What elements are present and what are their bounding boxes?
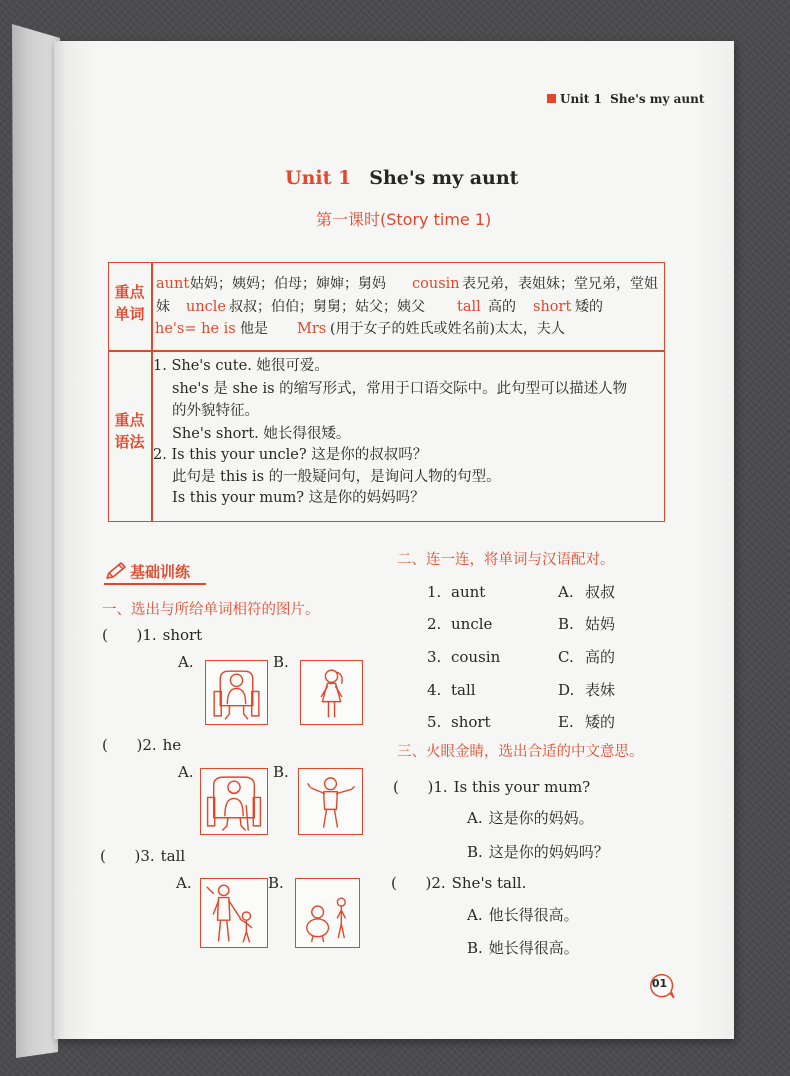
option-label: A. — [176, 874, 192, 892]
vocab-meaning: 表兄弟，表姐妹；堂兄弟，堂姐 — [462, 276, 658, 292]
page-number-badge — [646, 971, 676, 1001]
option-text: 她长得很高。 — [488, 939, 579, 957]
match-meaning: 叔叔 — [585, 583, 616, 601]
part1-heading: 一、选出与所给单词相符的图片。 — [102, 602, 320, 618]
girl-with-ponytail-picture — [300, 660, 363, 725]
grammar-line: 此句是 this is 的一般疑问句，是询问人物的句型。 — [172, 469, 501, 485]
question-row — [391, 873, 526, 893]
question-row — [393, 777, 590, 797]
key-words-label: 重点 — [114, 283, 145, 301]
grammar-line: She's short. 她长得很矮。 — [172, 426, 351, 442]
vocab-meaning: 妹 — [156, 299, 170, 315]
section-badge: 基础训练 — [130, 563, 191, 581]
match-word: short — [451, 713, 491, 731]
answer-blank: ( ) — [100, 847, 141, 865]
question-row — [100, 846, 185, 866]
question-number: 1. — [142, 626, 157, 644]
match-meaning: 高的 — [585, 648, 616, 666]
match-number: 5. — [427, 713, 442, 731]
match-letter: D. — [558, 681, 575, 699]
grammar-line: 2. Is this your uncle? 这是你的叔叔吗？ — [153, 447, 428, 463]
vocab-meaning: 高的 — [488, 299, 516, 315]
grammar-line: she's 是 she is 的缩写形式，常用于口语交际中。此句型可以描述人物 — [172, 381, 628, 397]
option-text: 这是你的妈妈吗？ — [488, 843, 609, 861]
answer-option — [467, 808, 594, 828]
question-prompt: Is this your mum? — [453, 778, 591, 796]
option-label: A. — [178, 653, 194, 671]
option-letter: A. — [467, 906, 483, 924]
grammar-line: 1. She's cute. 她很可爱。 — [153, 358, 329, 374]
vocab-word: he's= he is — [155, 321, 236, 337]
option-text: 他长得很高。 — [488, 906, 579, 924]
match-word: cousin — [451, 648, 501, 666]
option-label: B. — [268, 874, 284, 892]
option-label: B. — [273, 763, 289, 781]
answer-option — [467, 938, 579, 958]
match-number: 4. — [427, 681, 442, 699]
match-word: aunt — [451, 583, 486, 601]
question-word: short — [162, 626, 203, 644]
grammar-line: 的外貌特征。 — [172, 403, 259, 419]
question-row — [102, 625, 202, 645]
answer-blank: ( ) — [391, 874, 432, 892]
vocab-line — [0, 297, 790, 317]
match-letter: C. — [558, 648, 574, 666]
question-number: 2. — [431, 874, 446, 892]
vocab-line — [0, 319, 790, 339]
question-row — [102, 735, 181, 755]
question-number: 3. — [140, 847, 155, 865]
vocab-meaning: 姑妈；姨妈；伯母；婶婶；舅妈 — [190, 276, 386, 292]
part3-heading: 三、火眼金睛，选出合适的中文意思。 — [397, 744, 644, 760]
vocab-word: cousin — [412, 276, 460, 292]
question-word: he — [162, 736, 182, 754]
pencil-icon — [102, 561, 128, 581]
key-grammar-label: 重点 — [114, 411, 145, 429]
match-meaning: 矮的 — [585, 713, 616, 731]
match-meaning: 表妹 — [585, 681, 616, 699]
badge-underline — [104, 583, 206, 585]
option-label: B. — [273, 653, 289, 671]
vocab-word: Mrs — [297, 321, 327, 337]
vocab-meaning: 叔叔；伯伯；舅舅；姑父；姨父 — [229, 299, 425, 315]
match-meaning: 姑妈 — [585, 615, 616, 633]
running-header: Unit 1 She's my aunt — [560, 92, 705, 106]
key-grammar-label: 语法 — [114, 433, 145, 451]
key-words-label: 单词 — [114, 305, 145, 323]
table-divider-horizontal — [108, 350, 665, 352]
vocab-word: aunt — [156, 276, 190, 292]
vocab-line — [0, 274, 790, 294]
grammar-line: Is this your mum? 这是你的妈妈吗？ — [172, 490, 425, 506]
vocab-meaning: 他是 — [240, 321, 268, 337]
vocab-word: uncle — [186, 299, 227, 315]
old-man-in-armchair-picture — [200, 768, 268, 835]
match-word: tall — [451, 681, 476, 699]
match-letter: E. — [558, 713, 574, 731]
match-word: uncle — [451, 615, 493, 633]
unit-topic: She's my aunt — [369, 167, 519, 189]
page-title — [285, 165, 518, 191]
waving-boy-picture — [298, 768, 363, 835]
question-word: tall — [160, 847, 186, 865]
match-letter: A. — [558, 583, 574, 601]
vocab-meaning: (用于女子的姓氏或姓名前)太太，夫人 — [330, 321, 565, 337]
answer-option — [467, 842, 609, 862]
question-prompt: She's tall. — [451, 874, 527, 892]
page-number: 01 — [651, 977, 668, 990]
match-letter: B. — [558, 615, 574, 633]
question-number: 1. — [433, 778, 448, 796]
match-number: 1. — [427, 583, 442, 601]
match-number: 2. — [427, 615, 442, 633]
option-letter: B. — [467, 843, 483, 861]
short-man-and-kid-picture — [295, 878, 360, 948]
answer-blank: ( ) — [393, 778, 434, 796]
vocab-word: tall — [457, 299, 481, 315]
option-text: 这是你的妈妈。 — [488, 809, 594, 827]
question-number: 2. — [142, 736, 157, 754]
lesson-title: 第一课时(Story time 1) — [316, 210, 492, 229]
option-letter: B. — [467, 939, 483, 957]
part2-heading: 二、连一连，将单词与汉语配对。 — [397, 552, 615, 568]
header-marker-square — [547, 94, 556, 103]
answer-blank: ( ) — [102, 736, 143, 754]
man-in-armchair-picture — [205, 660, 268, 725]
adult-holding-child-hand-picture — [200, 878, 268, 948]
vocab-meaning: 矮的 — [575, 299, 603, 315]
answer-option — [467, 905, 579, 925]
vocab-word: short — [533, 299, 572, 315]
option-letter: A. — [467, 809, 483, 827]
option-label: A. — [178, 763, 194, 781]
answer-blank: ( ) — [102, 626, 143, 644]
match-number: 3. — [427, 648, 442, 666]
unit-number: Unit 1 — [285, 167, 352, 189]
